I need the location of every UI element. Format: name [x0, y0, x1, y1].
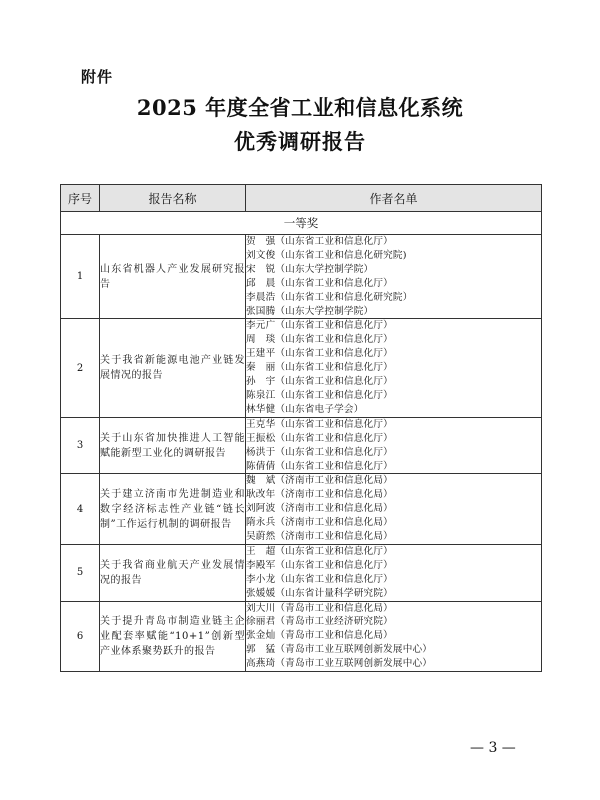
- row-number: 3: [61, 417, 100, 474]
- report-name: 关于我省新能源电池产业链发展情况的报告: [100, 319, 246, 417]
- author-entry: 李小龙（山东省工业和信息化厅）: [246, 573, 393, 585]
- table-header-row: [61, 185, 542, 212]
- author-entry: 陈倩倩（山东省工业和信息化厅）: [246, 460, 393, 472]
- author-entry: 王建平（山东省工业和信息化厅）: [246, 348, 393, 360]
- author-entry: 孙 宇（山东省工业和信息化厅）: [246, 376, 393, 388]
- report-name: 山东省机器人产业发展研究报告: [100, 235, 246, 319]
- awards-table: [60, 184, 542, 672]
- section-row-first-prize: [61, 212, 542, 235]
- row-number: 4: [61, 474, 100, 545]
- author-entry: 徐丽君（青岛市工业经济研究院）: [246, 616, 393, 628]
- author-entry: 李殿军（山东省工业和信息化厅）: [246, 559, 393, 571]
- author-list: [246, 601, 542, 672]
- author-entry: 王振松（山东省工业和信息化厅）: [246, 432, 393, 444]
- author-entry: 杨洪于（山东省工业和信息化厅）: [246, 446, 393, 458]
- table-row: [61, 474, 542, 545]
- column-header-number: 序号: [61, 185, 100, 212]
- page-number: — 3 —: [470, 740, 516, 756]
- author-entry: 郭 猛（青岛市工业互联网创新发展中心）: [246, 644, 433, 656]
- table-row: [61, 417, 542, 474]
- author-entry: 张国腾（山东大学控制学院）: [246, 305, 374, 317]
- report-name: 关于山东省加快推进人工智能赋能新型工业化的调研报告: [100, 417, 246, 474]
- document-title-line2: 优秀调研报告: [234, 129, 366, 154]
- author-entry: 刘文俊（山东省工业和信息化研究院): [246, 249, 407, 261]
- author-list: [246, 474, 542, 545]
- author-entry: 陈泉江（山东省工业和信息化厅）: [246, 389, 393, 401]
- author-entry: 周 琰（山东省工业和信息化厅）: [246, 334, 393, 346]
- author-entry: 刘大川（青岛市工业和信息化局）: [246, 602, 393, 614]
- author-entry: 秦 丽（山东省工业和信息化厅）: [246, 362, 393, 374]
- author-entry: 邱 晨（山东省工业和信息化厅）: [246, 277, 393, 289]
- table-row: [61, 235, 542, 319]
- row-number: 2: [61, 319, 100, 417]
- row-number: 1: [61, 235, 100, 319]
- report-name: 关于我省商业航天产业发展情况的报告: [100, 544, 246, 601]
- author-entry: 高燕琦（青岛市工业互联网创新发展中心）: [246, 658, 433, 670]
- author-entry: 隋永兵（济南市工业和信息化局）: [246, 517, 393, 529]
- row-number: 5: [61, 544, 100, 601]
- column-header-authors: 作者名单: [246, 185, 542, 212]
- table-row: [61, 319, 542, 417]
- table-row: [61, 601, 542, 672]
- author-entry: 王 超（山东省工业和信息化厅）: [246, 545, 393, 557]
- author-entry: 吴蔚然（济南市工业和信息化局）: [246, 531, 393, 543]
- table-row: [61, 544, 542, 601]
- section-label: 一等奖: [61, 212, 542, 235]
- author-entry: 宋 锐（山东大学控制学院）: [246, 263, 374, 275]
- row-number: 6: [61, 601, 100, 672]
- document-title-line1: 2025 年度全省工业和信息化系统: [136, 95, 464, 120]
- report-name: 关于提升青岛市制造业链主企业配套率赋能“10+1”创新型产业体系聚势跃升的报告: [100, 601, 246, 672]
- author-entry: 魏 斌（济南市工业和信息化局）: [246, 475, 393, 487]
- author-entry: 刘阿波（济南市工业和信息化局）: [246, 503, 393, 515]
- author-entry: 李晨浩（山东省工业和信息化研究院）: [246, 291, 413, 303]
- attachment-label: 附件: [81, 68, 114, 86]
- author-entry: 王克华（山东省工业和信息化厅）: [246, 418, 393, 430]
- author-entry: 贺 强（山东省工业和信息化厅）: [246, 236, 393, 247]
- author-list: [246, 235, 542, 319]
- author-entry: 张媛媛（山东省计量科学研究院）: [246, 587, 393, 599]
- column-header-report-name: 报告名称: [100, 185, 246, 212]
- author-entry: 李元广（山东省工业和信息化厅）: [246, 320, 393, 332]
- author-list: [246, 417, 542, 474]
- author-entry: 林华健（山东省电子学会）: [246, 403, 364, 415]
- author-entry: 耿改年（济南市工业和信息化局）: [246, 489, 393, 501]
- author-entry: 张金灿（青岛市工业和信息化局）: [246, 630, 393, 642]
- report-name: 关于建立济南市先进制造业和数字经济标志性产业链“链长制”工作运行机制的调研报告: [100, 474, 246, 545]
- author-list: [246, 544, 542, 601]
- author-list: [246, 319, 542, 417]
